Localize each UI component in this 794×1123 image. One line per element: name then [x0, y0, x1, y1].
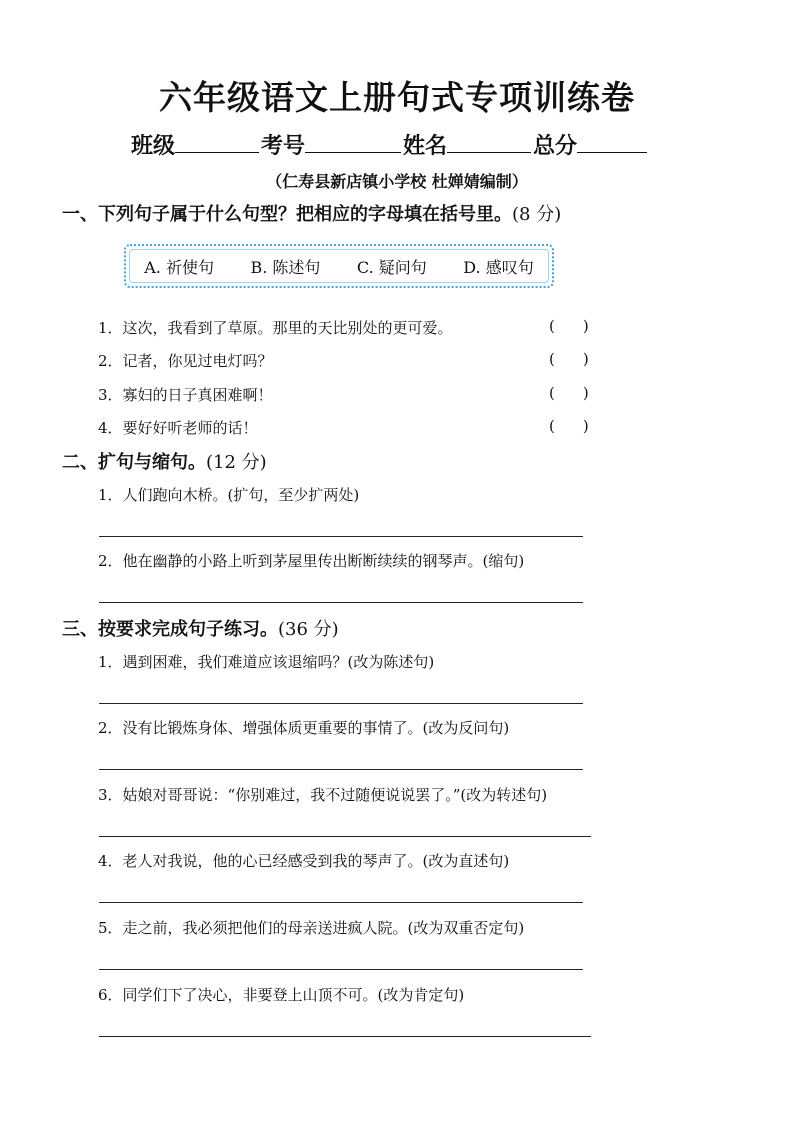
s1-question-4: 4．要好好听老师的话！	[98, 419, 258, 437]
section3-score: (36 分)	[278, 619, 339, 640]
paren-right: )	[582, 317, 589, 335]
paren-right: )	[582, 350, 589, 368]
exam-no-blank[interactable]	[305, 130, 401, 153]
paren-right: )	[582, 417, 589, 435]
options-box-inner-border	[129, 249, 549, 283]
s1-answer-3[interactable]	[549, 384, 589, 402]
s1-answer-2[interactable]	[549, 350, 589, 368]
paren-left: (	[549, 417, 555, 435]
total-label: 总分	[533, 134, 578, 159]
option-c: C. 疑问句	[356, 257, 427, 277]
s3-question-5: 5．走之前，我必须把他们的母亲送进疯人院。(改为双重否定句)	[98, 919, 525, 937]
s3-question-2: 2．没有比锻炼身体、增强体质更重要的事情了。(改为反问句)	[98, 719, 510, 737]
section2-score: (12 分)	[206, 452, 267, 473]
exam-no-label: 考号	[261, 134, 306, 159]
author-note: （仁寿县新店镇小学校 杜婵婧编制）	[266, 172, 528, 191]
s3-answer-line-3[interactable]	[99, 836, 591, 837]
s1-answer-1[interactable]	[549, 317, 589, 335]
class-blank[interactable]	[175, 130, 259, 153]
s3-question-1: 1．遇到困难，我们难道应该退缩吗？(改为陈述句)	[98, 653, 435, 671]
section2-heading	[62, 448, 267, 474]
s3-question-3: 3．姑娘对哥哥说：“你别难过，我不过随便说说罢了。”(改为转述句)	[98, 786, 548, 804]
section1-heading	[62, 200, 561, 226]
s2-question-1: 1．人们跑向木桥。(扩句，至少扩两处)	[98, 486, 360, 504]
s1-question-3: 3．寡妇的日子真困难啊！	[98, 386, 273, 404]
section3-heading	[62, 615, 339, 641]
paren-left: (	[549, 384, 555, 402]
name-blank[interactable]	[447, 130, 531, 153]
student-info-row	[131, 129, 649, 160]
s3-answer-line-2[interactable]	[99, 769, 583, 770]
option-d: D. 感叹句	[463, 257, 534, 277]
s2-question-2: 2．他在幽静的小路上听到茅屋里传出断断续续的钢琴声。(缩句)	[98, 552, 525, 570]
s1-question-2: 2．记者，你见过电灯吗？	[98, 352, 273, 370]
class-label: 班级	[131, 134, 176, 159]
page-title: 六年级语文上册句式专项训练卷	[159, 78, 635, 117]
s3-answer-line-1[interactable]	[99, 703, 583, 704]
s3-question-6: 6．同学们下了决心，非要登上山顶不可。(改为肯定句)	[98, 986, 465, 1004]
total-blank[interactable]	[577, 130, 647, 153]
option-a: A. 祈使句	[144, 257, 214, 277]
option-b: B. 陈述句	[250, 257, 321, 277]
section3-title: 三、按要求完成句子练习。	[62, 619, 278, 640]
s3-question-4: 4．老人对我说，他的心已经感受到我的琴声了。(改为直述句)	[98, 852, 510, 870]
s2-answer-line-2[interactable]	[99, 602, 583, 603]
s2-answer-line-1[interactable]	[99, 536, 583, 537]
s3-answer-line-6[interactable]	[99, 1036, 591, 1037]
s1-answer-4[interactable]	[549, 417, 589, 435]
s1-question-1: 1．这次，我看到了草原。那里的天比别处的更可爱。	[98, 319, 453, 337]
s3-answer-line-4[interactable]	[99, 902, 583, 903]
paren-right: )	[582, 384, 589, 402]
options-box	[124, 244, 554, 288]
paren-left: (	[549, 317, 555, 335]
section1-title: 一、下列句子属于什么句型？把相应的字母填在括号里。	[62, 204, 512, 225]
paren-left: (	[549, 350, 555, 368]
section2-title: 二、扩句与缩句。	[62, 452, 206, 473]
s3-answer-line-5[interactable]	[99, 969, 583, 970]
section1-score: (8 分)	[512, 204, 562, 225]
name-label: 姓名	[403, 134, 448, 159]
